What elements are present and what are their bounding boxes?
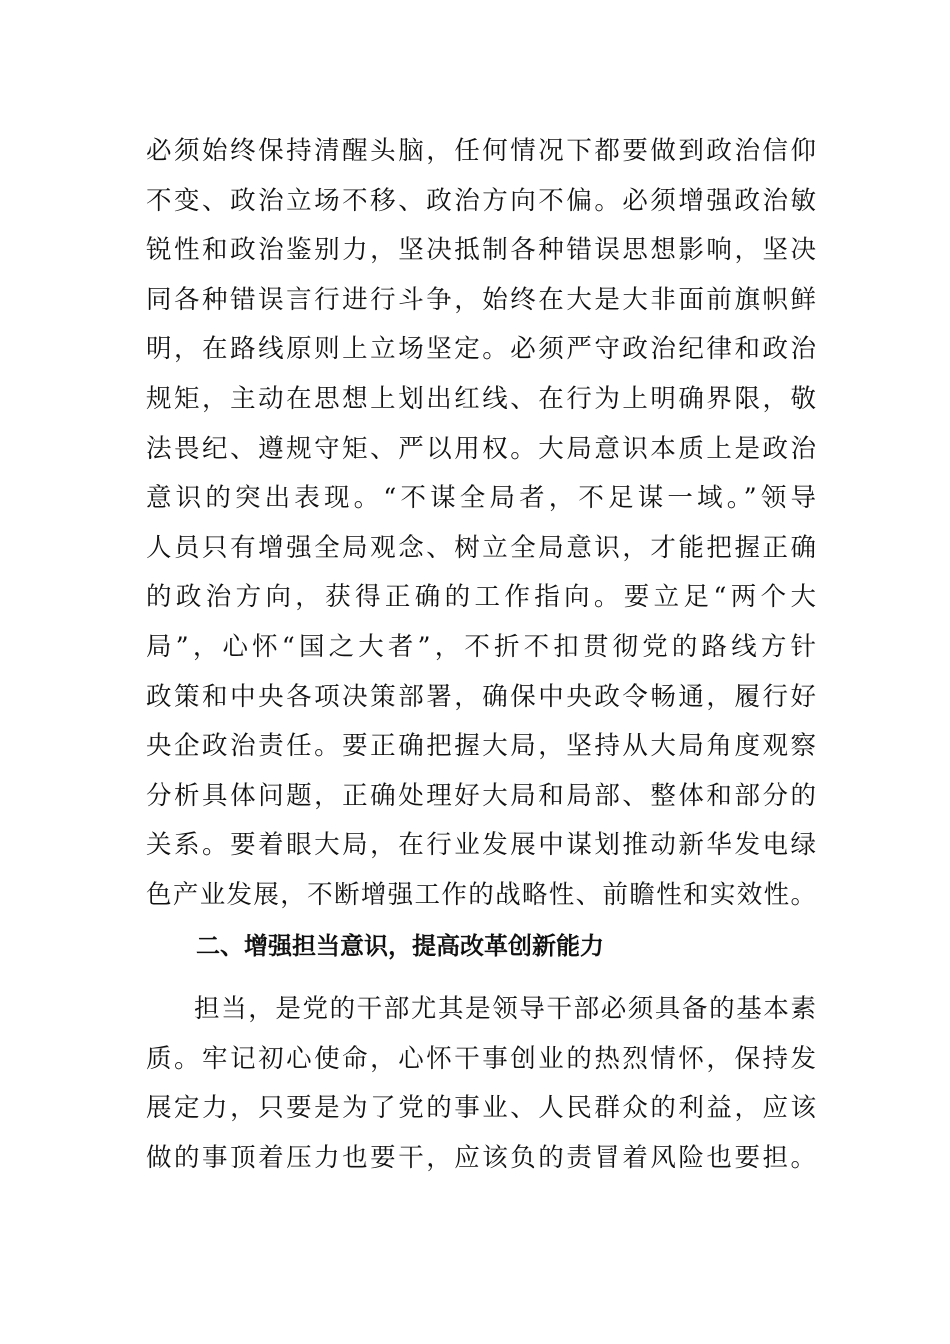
text-line: 政策和中央各项决策部署，确保中央政令畅通，履行好 — [146, 681, 816, 712]
body-paragraph-2 — [146, 985, 816, 1183]
text-line: 的政治方向，获得正确的工作指向。要立足“两个大 — [146, 582, 816, 613]
text-line: 意识的突出表现。“不谋全局者，不足谋一域。”领导 — [146, 483, 816, 514]
text-line: 分析具体问题，正确处理好大局和局部、整体和部分的 — [146, 780, 816, 811]
text-line: 明，在路线原则上立场坚定。必须严守政治纪律和政治 — [146, 334, 816, 365]
text-line: 央企政治责任。要正确把握大局，坚持从大局角度观察 — [146, 731, 816, 762]
text-line: 同各种错误言行进行斗争，始终在大是大非面前旗帜鲜 — [146, 284, 816, 315]
text-line: 担当，是党的干部尤其是领导干部必须具备的基本素 — [194, 994, 816, 1024]
text-line: 规矩，主动在思想上划出红线、在行为上明确界限，敬 — [146, 383, 816, 414]
text-line: 不变、政治立场不移、政治方向不偏。必须增强政治敏 — [146, 185, 816, 216]
section-heading: 二、增强担当意识，提高改革创新能力 — [196, 932, 604, 960]
text-line: 锐性和政治鉴别力，坚决抵制各种错误思想影响，坚决 — [146, 235, 816, 266]
text-line: 局”，心怀“国之大者”，不折不扣贯彻党的路线方针 — [146, 631, 816, 662]
text-line: 法畏纪、遵规守矩、严以用权。大局意识本质上是政治 — [146, 433, 816, 464]
text-line: 必须始终保持清醒头脑，任何情况下都要做到政治信仰 — [146, 136, 816, 166]
text-line: 关系。要着眼大局，在行业发展中谋划推动新华发电绿 — [146, 830, 816, 861]
text-line: 色产业发展，不断增强工作的战略性、前瞻性和实效性。 — [146, 879, 816, 910]
text-line: 质。牢记初心使命，心怀干事创业的热烈情怀，保持发 — [146, 1043, 816, 1074]
text-line: 展定力，只要是为了党的事业、人民群众的利益，应该 — [146, 1093, 816, 1124]
body-paragraph-1 — [146, 127, 816, 921]
text-line: 做的事顶着压力也要干，应该负的责冒着风险也要担。 — [146, 1142, 816, 1173]
text-line: 人员只有增强全局观念、树立全局意识，才能把握正确 — [146, 532, 816, 563]
